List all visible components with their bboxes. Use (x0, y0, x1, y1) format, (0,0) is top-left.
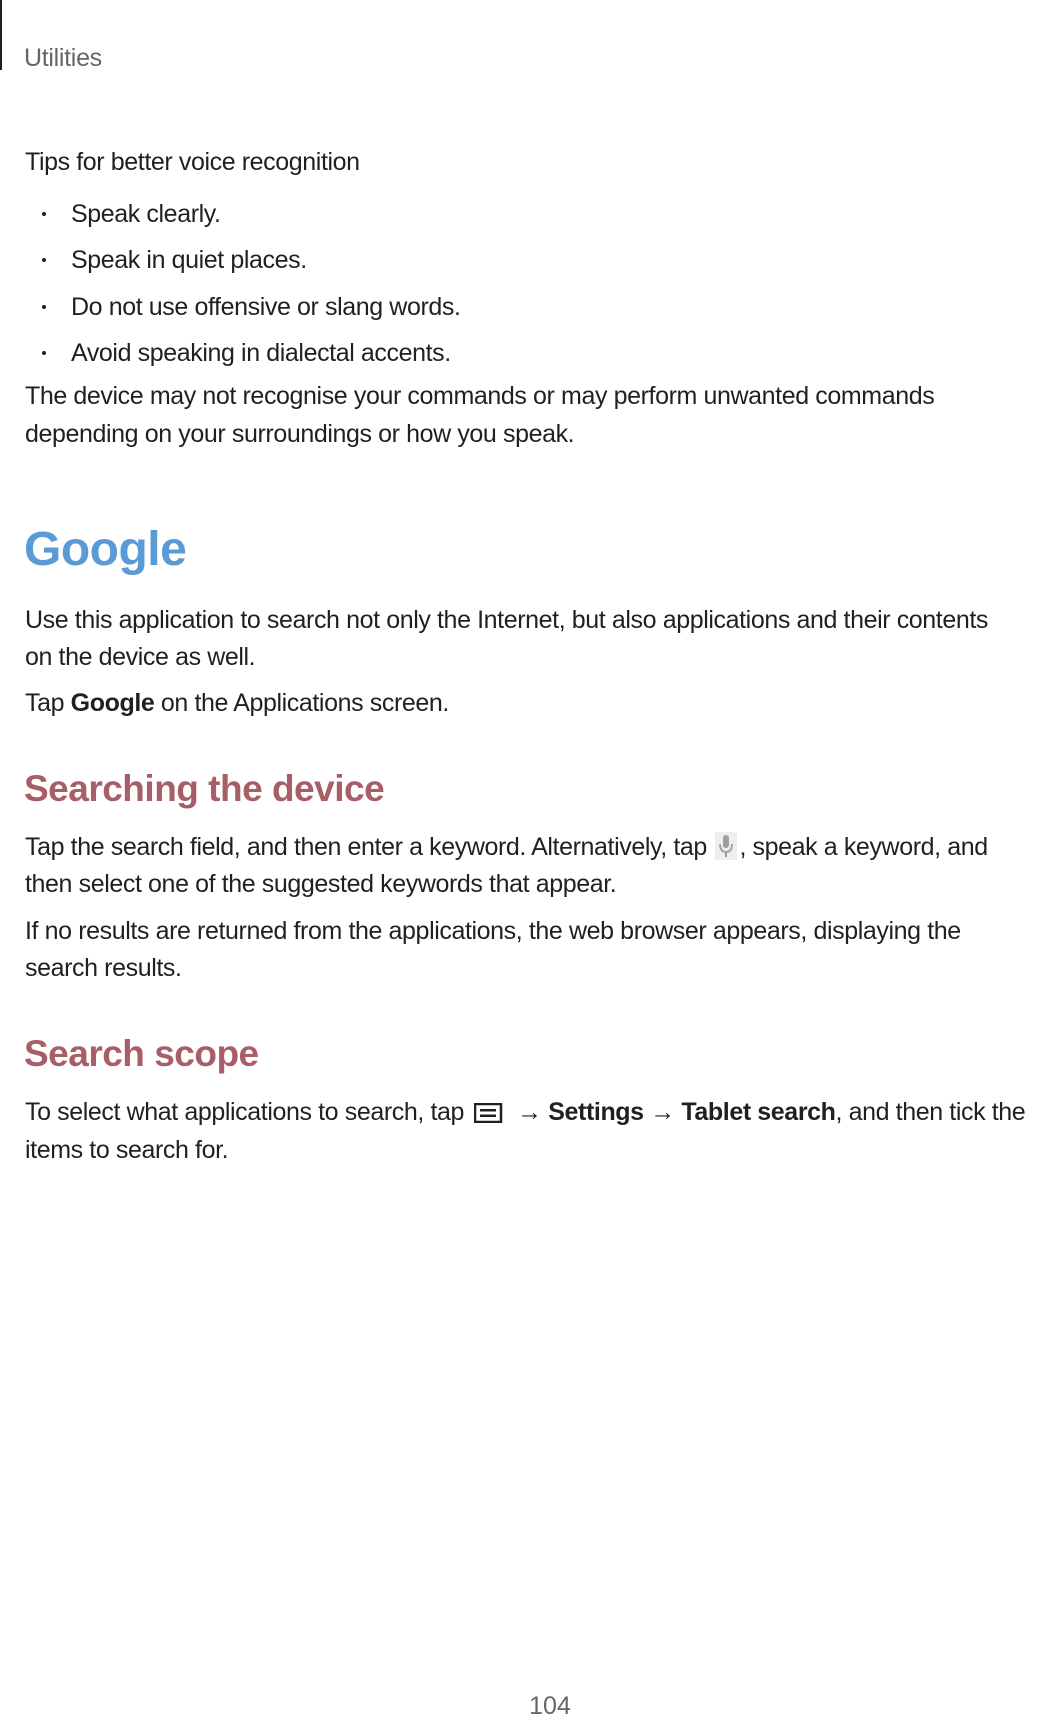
tips-note-line: depending on your surroundings or how you speak. (25, 420, 575, 448)
tips-bullet: Avoid speaking in dialectal accents. (71, 339, 451, 367)
search-scope-line (25, 1097, 1025, 1127)
tap-prefix: Tap (25, 689, 71, 717)
tips-title: Tips for better voice recognition (25, 148, 360, 176)
bullet-icon (42, 212, 46, 216)
searching-text: Tap the search field, and then enter a keyword. Alternatively, tap (25, 833, 707, 861)
google-app-name: Google (70, 689, 155, 717)
arrow-icon: → (643, 1098, 682, 1126)
menu-icon (474, 1100, 508, 1120)
settings-label: Settings (548, 1098, 644, 1126)
tips-bullet: Do not use offensive or slang words. (71, 293, 461, 321)
bullet-icon (42, 258, 46, 262)
searching-paragraph-line (25, 832, 988, 862)
tips-note-line: The device may not recognise your commands or may perform unwanted commands (25, 382, 935, 410)
searching-paragraph-line: then select one of the suggested keywords that appear. (25, 870, 617, 898)
searching-text: , speak a keyword, and (739, 833, 988, 861)
search-scope-line: items to search for. (25, 1136, 229, 1164)
tips-bullet: Speak in quiet places. (71, 246, 307, 274)
microphone-icon (715, 832, 737, 860)
scope-text: , and then tick the (835, 1098, 1026, 1126)
page-edge-line (0, 0, 2, 70)
scope-text: To select what applications to search, tap (25, 1098, 465, 1126)
bullet-icon (42, 305, 46, 309)
bullet-icon (42, 351, 46, 355)
google-intro-line: on the device as well. (25, 643, 256, 671)
searching-paragraph-line: If no results are returned from the applications, the web browser appears, displaying the (25, 917, 961, 945)
running-header: Utilities (24, 44, 102, 72)
google-heading: Google (24, 523, 187, 576)
searching-paragraph-line: search results. (25, 954, 182, 982)
tips-bullet: Speak clearly. (71, 200, 221, 228)
google-intro-line: Use this application to search not only the Internet, but also applications and their contents (25, 606, 989, 634)
search-scope-heading: Search scope (24, 1033, 259, 1074)
searching-heading: Searching the device (24, 768, 385, 809)
tablet-search-label: Tablet search (681, 1098, 836, 1126)
tap-suffix: on the Applications screen. (154, 689, 449, 717)
page-number: 104 (529, 1692, 571, 1720)
google-tap-instruction (25, 688, 449, 718)
arrow-icon: → (510, 1098, 549, 1126)
